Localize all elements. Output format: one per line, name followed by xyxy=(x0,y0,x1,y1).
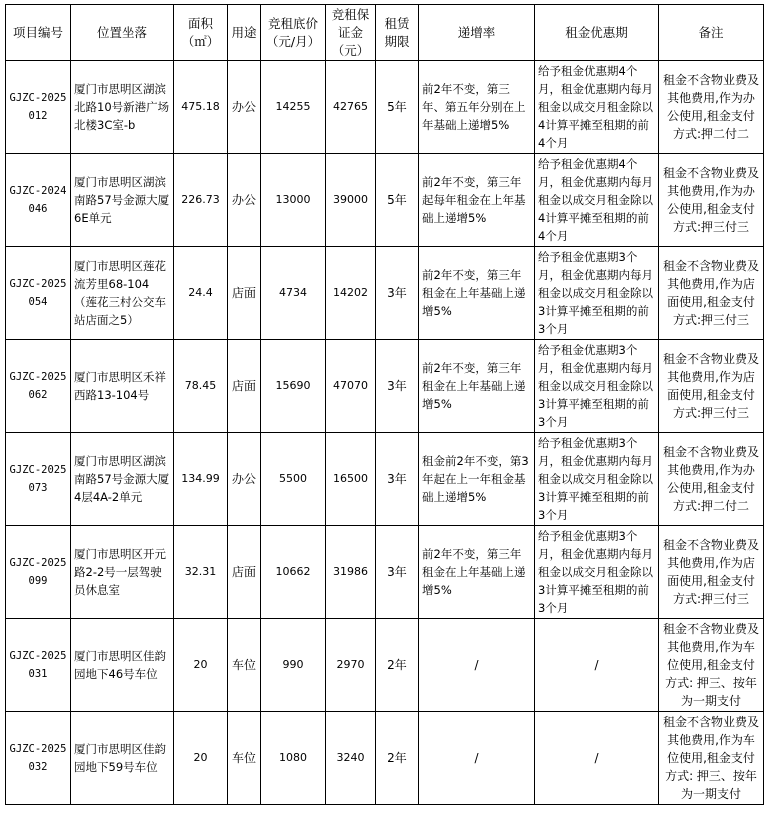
cell-price: 990 xyxy=(261,619,326,712)
cell-deposit: 47070 xyxy=(326,340,376,433)
cell-area: 20 xyxy=(174,712,228,805)
cell-location: 厦门市思明区湖滨南路57号金源大厦6E单元 xyxy=(71,154,174,247)
cell-code: GJZC-2024046 xyxy=(6,154,71,247)
lease-table xyxy=(5,4,764,805)
cell-area: 32.31 xyxy=(174,526,228,619)
cell-location: 厦门市思明区湖滨南路57号金源大厦4层4A-2单元 xyxy=(71,433,174,526)
cell-code: GJZC-2025031 xyxy=(6,619,71,712)
cell-price: 4734 xyxy=(261,247,326,340)
header-note: 备注 xyxy=(659,5,764,61)
cell-discount: 给予租金优惠期4个月，租金优惠期内每月租金以成交月租金除以4计算平摊至租期的前4个月 xyxy=(535,61,659,154)
cell-area: 475.18 xyxy=(174,61,228,154)
header-code: 项目编号 xyxy=(6,5,71,61)
cell-increase: 租金前2年不变，第3年起在上一年租金基础上递增5% xyxy=(419,433,535,526)
cell-use: 车位 xyxy=(228,619,261,712)
table-row xyxy=(6,619,764,712)
cell-price: 5500 xyxy=(261,433,326,526)
cell-code: GJZC-2025073 xyxy=(6,433,71,526)
cell-location: 厦门市思明区禾祥西路13-104号 xyxy=(71,340,174,433)
cell-location: 厦门市思明区莲花流芳里68-104（莲花三村公交车站店面之5） xyxy=(71,247,174,340)
cell-code: GJZC-2025032 xyxy=(6,712,71,805)
cell-increase: 前2年不变，第三年起每年租金在上年基础上递增5% xyxy=(419,154,535,247)
cell-area: 226.73 xyxy=(174,154,228,247)
cell-price: 14255 xyxy=(261,61,326,154)
cell-deposit: 2970 xyxy=(326,619,376,712)
table-row xyxy=(6,247,764,340)
cell-increase: / xyxy=(419,712,535,805)
cell-use: 店面 xyxy=(228,526,261,619)
cell-discount: / xyxy=(535,712,659,805)
cell-deposit: 39000 xyxy=(326,154,376,247)
cell-price: 10662 xyxy=(261,526,326,619)
cell-note: 租金不含物业费及其他费用,作为车位使用,租金支付方式: 押三、按年为一期支付 xyxy=(659,619,764,712)
cell-area: 20 xyxy=(174,619,228,712)
cell-location: 厦门市思明区开元路2-2号一层驾驶员休息室 xyxy=(71,526,174,619)
header-price: 竞租底价（元/月） xyxy=(261,5,326,61)
cell-deposit: 16500 xyxy=(326,433,376,526)
cell-price: 15690 xyxy=(261,340,326,433)
cell-deposit: 3240 xyxy=(326,712,376,805)
header-term: 租赁期限 xyxy=(376,5,419,61)
table-row xyxy=(6,526,764,619)
cell-use: 店面 xyxy=(228,340,261,433)
cell-note: 租金不含物业费及其他费用,作为店面使用,租金支付方式:押三付三 xyxy=(659,247,764,340)
cell-note: 租金不含物业费及其他费用,作为办公使用,租金支付方式:押二付二 xyxy=(659,61,764,154)
header-increase: 递增率 xyxy=(419,5,535,61)
cell-area: 78.45 xyxy=(174,340,228,433)
cell-increase: 前2年不变，第三年租金在上年基础上递增5% xyxy=(419,247,535,340)
cell-area: 24.4 xyxy=(174,247,228,340)
cell-code: GJZC-2025062 xyxy=(6,340,71,433)
cell-term: 2年 xyxy=(376,712,419,805)
cell-term: 3年 xyxy=(376,433,419,526)
cell-use: 办公 xyxy=(228,61,261,154)
cell-price: 13000 xyxy=(261,154,326,247)
cell-discount: 给予租金优惠期3个月，租金优惠期内每月租金以成交月租金除以3计算平摊至租期的前3个月 xyxy=(535,247,659,340)
cell-use: 车位 xyxy=(228,712,261,805)
cell-use: 店面 xyxy=(228,247,261,340)
header-area: 面积（㎡） xyxy=(174,5,228,61)
cell-note: 租金不含物业费及其他费用,作为店面使用,租金支付方式:押三付三 xyxy=(659,340,764,433)
cell-code: GJZC-2025099 xyxy=(6,526,71,619)
cell-term: 3年 xyxy=(376,526,419,619)
cell-use: 办公 xyxy=(228,433,261,526)
cell-term: 2年 xyxy=(376,619,419,712)
header-deposit: 竞租保证金（元） xyxy=(326,5,376,61)
cell-note: 租金不含物业费及其他费用,作为办公使用,租金支付方式:押二付二 xyxy=(659,433,764,526)
header-row xyxy=(6,5,764,61)
cell-price: 1080 xyxy=(261,712,326,805)
cell-code: GJZC-2025054 xyxy=(6,247,71,340)
cell-deposit: 14202 xyxy=(326,247,376,340)
cell-location: 厦门市思明区湖滨北路10号新港广场北楼3C室-b xyxy=(71,61,174,154)
table-row xyxy=(6,340,764,433)
header-use: 用途 xyxy=(228,5,261,61)
cell-deposit: 42765 xyxy=(326,61,376,154)
cell-term: 3年 xyxy=(376,247,419,340)
table-row xyxy=(6,433,764,526)
cell-location: 厦门市思明区佳韵园地下59号车位 xyxy=(71,712,174,805)
cell-use: 办公 xyxy=(228,154,261,247)
cell-area: 134.99 xyxy=(174,433,228,526)
cell-discount: / xyxy=(535,619,659,712)
cell-increase: 前2年不变，第三年租金在上年基础上递增5% xyxy=(419,340,535,433)
header-discount: 租金优惠期 xyxy=(535,5,659,61)
cell-term: 5年 xyxy=(376,154,419,247)
cell-note: 租金不含物业费及其他费用,作为办公使用,租金支付方式:押三付三 xyxy=(659,154,764,247)
header-location: 位置坐落 xyxy=(71,5,174,61)
cell-discount: 给予租金优惠期3个月，租金优惠期内每月租金以成交月租金除以3计算平摊至租期的前3个月 xyxy=(535,433,659,526)
table-row xyxy=(6,61,764,154)
cell-deposit: 31986 xyxy=(326,526,376,619)
cell-discount: 给予租金优惠期4个月，租金优惠期内每月租金以成交月租金除以4计算平摊至租期的前4个月 xyxy=(535,154,659,247)
cell-increase: 前2年不变，第三年租金在上年基础上递增5% xyxy=(419,526,535,619)
table-row xyxy=(6,154,764,247)
cell-term: 5年 xyxy=(376,61,419,154)
cell-location: 厦门市思明区佳韵园地下46号车位 xyxy=(71,619,174,712)
cell-increase: 前2年不变，第三年、第五年分别在上年基础上递增5% xyxy=(419,61,535,154)
cell-note: 租金不含物业费及其他费用,作为店面使用,租金支付方式:押三付三 xyxy=(659,526,764,619)
cell-term: 3年 xyxy=(376,340,419,433)
cell-discount: 给予租金优惠期3个月，租金优惠期内每月租金以成交月租金除以3计算平摊至租期的前3个月 xyxy=(535,526,659,619)
cell-discount: 给予租金优惠期3个月，租金优惠期内每月租金以成交月租金除以3计算平摊至租期的前3个月 xyxy=(535,340,659,433)
cell-note: 租金不含物业费及其他费用,作为车位使用,租金支付方式: 押三、按年为一期支付 xyxy=(659,712,764,805)
cell-code: GJZC-2025012 xyxy=(6,61,71,154)
table-row xyxy=(6,712,764,805)
cell-increase: / xyxy=(419,619,535,712)
